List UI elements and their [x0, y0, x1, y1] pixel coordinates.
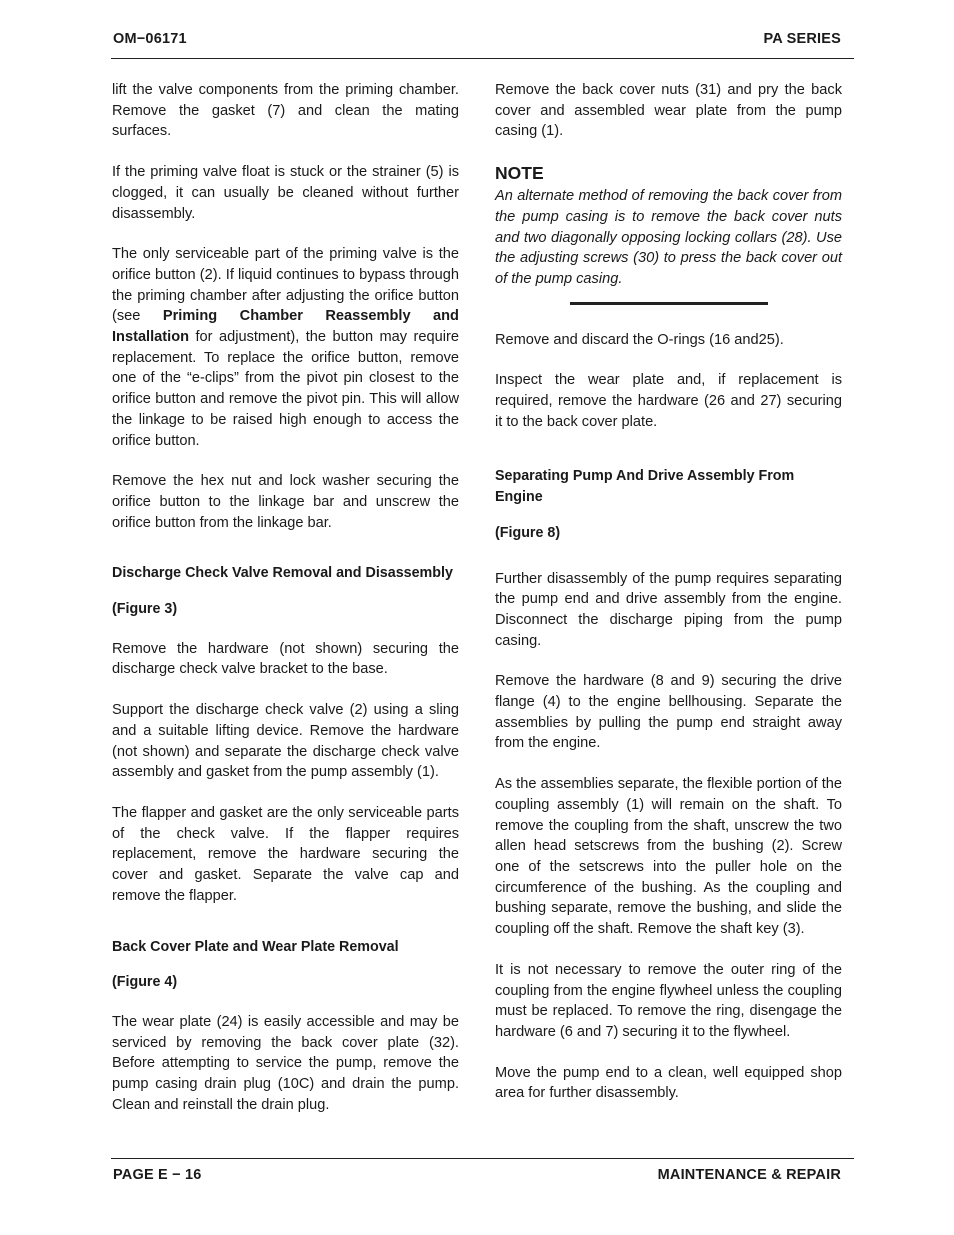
note-divider [570, 302, 768, 305]
paragraph: Remove the hex nut and lock washer securing the orifice button to the linkage bar and unscrew the orifice button from the linkage bar. [112, 473, 459, 531]
paragraph: The wear plate (24) is easily accessible and may be serviced by removing the back cover plate (32). Before attempting to service the pump, remove the pump casing drain plug (10C) and drain the pump. Clean and reinstall the drain plug. [112, 1013, 459, 1113]
section-heading: Discharge Check Valve Removal and Disassembly [112, 565, 453, 582]
text-run: The only serviceable part of the priming valve is the orifice button (2). If liquid continues to bypass through the priming chamber after adjusting the orifice button (see [112, 246, 459, 325]
cross-reference: Priming Chamber Reassembly and Installation [112, 308, 459, 346]
note-title: NOTE [495, 163, 544, 184]
paragraph: Support the discharge check valve (2) using a sling and a suitable lifting device. Remove the hardware (not shown) and separate the discharge check valve assembly and gasket from the pump assembly (1). [112, 702, 459, 781]
figure-reference: (Figure 3) [112, 601, 178, 618]
series-title: PA SERIES [763, 31, 841, 47]
figure-reference: (Figure 8) [495, 524, 561, 541]
section-heading: Back Cover Plate and Wear Plate Removal [112, 938, 399, 955]
text-run: for adjustment), the button may require replacement. To replace the orifice button, remove one of the “e-clips” from the pivot pin closest to the orifice button and remove the pivot pin. This will allow the linkage to be raised high enough to access the orifice button. [112, 329, 459, 449]
paragraph: If the priming valve float is stuck or the strainer (5) is clogged, it can usually be cleaned without further disassembly. [112, 164, 459, 222]
paragraph: lift the valve components from the priming chamber. Remove the gasket (7) and clean the mating surfaces. [112, 82, 459, 140]
paragraph: Remove and discard the O-rings (16 and25). [495, 331, 784, 348]
page-number: PAGE E − 16 [113, 1167, 202, 1183]
paragraph: Inspect the wear plate and, if replacement is required, remove the hardware (26 and 27) securing it to the back cover plate. [495, 372, 842, 430]
figure-reference: (Figure 4) [112, 974, 178, 991]
paragraph: Remove the hardware (not shown) securing the discharge check valve bracket to the base. [112, 640, 459, 678]
paragraph: It is not necessary to remove the outer ring of the coupling from the engine flywheel unless the coupling must be replaced. To remove the ring, disengage the hardware (6 and 7) securing it to the flywheel. [495, 961, 842, 1040]
paragraph: Move the pump end to a clean, well equipped shop area for further disassembly. [495, 1064, 842, 1102]
paragraph: The flapper and gasket are the only serviceable parts of the check valve. If the flapper requires replacement, remove the hardware securing the cover and gasket. Separate the valve cap and remove the flapper. [112, 804, 459, 904]
section-heading: Separating Pump And Drive Assembly From Engine [495, 468, 795, 506]
note-text: An alternate method of removing the back cover from the pump casing is to remove the back cover nuts and two diagonally opposing locking collars (28). Use the adjusting screws (30) to press the back cover out of the pump casing. [495, 188, 842, 287]
paragraph: Remove the back cover nuts (31) and pry the back cover and assembled wear plate from the pump casing (1). [495, 82, 842, 140]
header-rule [111, 58, 854, 59]
section-title: MAINTENANCE & REPAIR [657, 1167, 841, 1183]
right-column [495, 80, 842, 1104]
paragraph: Remove the hardware (8 and 9) securing the drive flange (4) to the engine bellhousing. Separate the assemblies by pulling the pump end straight away from the engine. [495, 673, 842, 752]
footer-rule [111, 1158, 854, 1159]
left-column [112, 80, 459, 1115]
paragraph: As the assemblies separate, the flexible portion of the coupling assembly (1) will remain on the shaft. To remove the coupling from the shaft, unscrew the two allen head setscrews from the bushing (2). Screw one of the setscrews into the puller hole on the circumference of the bushing. As the coupling and bushing separate, remove the bushing, and slide the coupling off the shaft. Remove the shaft key (3). [495, 776, 842, 938]
paragraph: Further disassembly of the pump requires separating the pump end and drive assembly from the engine. Disconnect the discharge piping from the pump casing. [495, 570, 842, 649]
document-number: OM−06171 [113, 31, 187, 47]
paragraph [112, 244, 459, 451]
